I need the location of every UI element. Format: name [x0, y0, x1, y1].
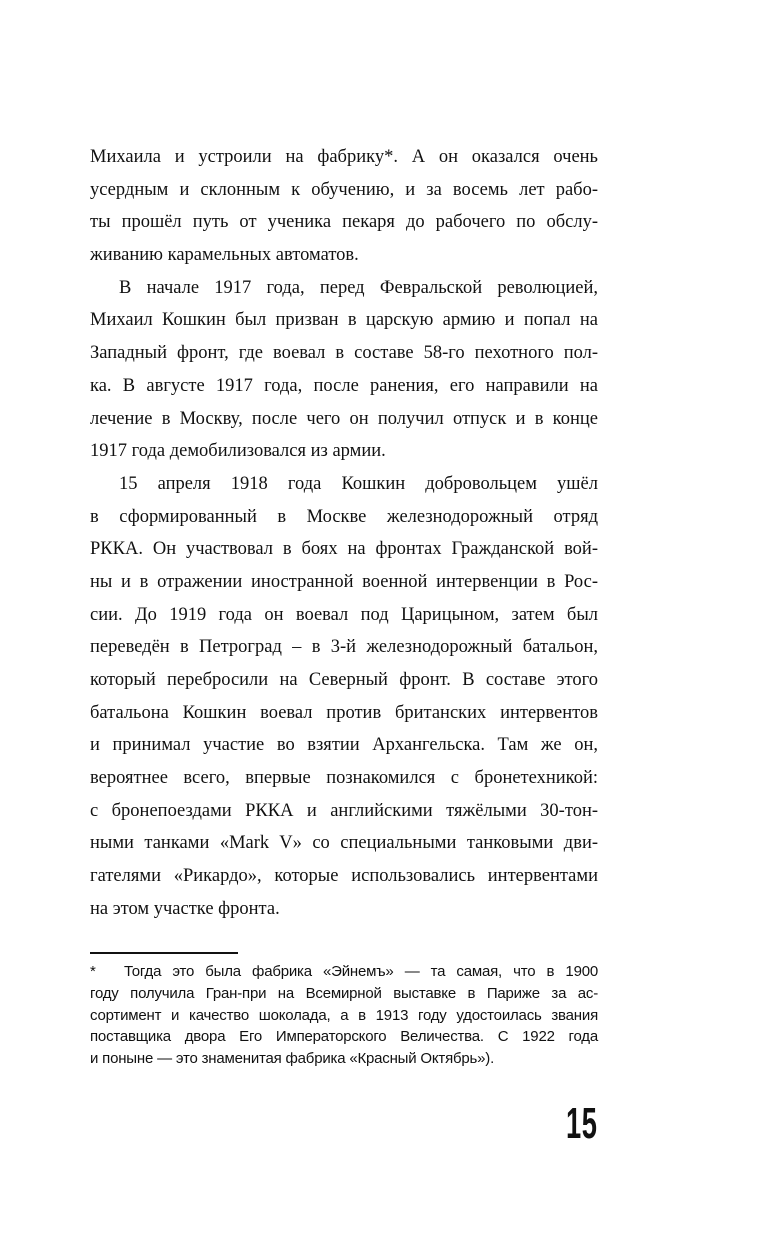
footnote-line: и поныне — это знаменитая фабрика «Красный Октябрь»). — [90, 1050, 495, 1068]
text-line: лечение в Москву, после чего он получил отпуск и в конце — [90, 408, 598, 429]
text-line: ны и в отражении иностранной военной интервенции в Рос- — [90, 571, 598, 592]
footnote-line: сортимент и качество шоколада, а в 1913 году удостоилась звания — [90, 1006, 598, 1024]
footnote — [90, 961, 598, 1070]
paragraph — [90, 468, 598, 926]
text-line: усердным и склонным к обучению, и за восемь лет рабо- — [90, 179, 598, 200]
text-line: сии. До 1919 года он воевал под Царицыном, затем был — [90, 604, 598, 625]
body-text — [90, 141, 598, 926]
footnote-marker: * — [90, 963, 96, 980]
text-line: с бронепоездами РККА и английскими тяжёлыми 30-тон- — [90, 800, 598, 821]
paragraph — [90, 141, 598, 272]
text-line: живанию карамельных автоматов. — [90, 245, 359, 266]
text-line: батальона Кошкин воевал против британских интервентов — [90, 702, 598, 723]
text-line: гателями «Рикардо», которые использовались интервентами — [90, 866, 598, 887]
text-line: Михаила и устроили на фабрику*. А он оказался очень — [90, 147, 598, 167]
footnote-divider — [90, 952, 238, 954]
text-line: Западный фронт, где воевал в составе 58-го пехотного пол- — [90, 343, 598, 364]
text-line: на этом участке фронта. — [90, 898, 280, 919]
text-line: переведён в Петроград – в 3-й железнодорожный батальон, — [90, 637, 598, 658]
text-line: ты прошёл путь от ученика пекаря до рабочего по обслу- — [90, 212, 598, 233]
text-line: в сформированный в Москве железнодорожный отряд — [90, 506, 598, 527]
page-number: 15 — [566, 1099, 598, 1148]
footnote-text: Тогда это была фабрика «Эйнемъ» — та самая, что в 1900 — [124, 963, 598, 980]
footnote-line: поставщика двора Его Императорского Величества. С 1922 года — [90, 1028, 598, 1046]
footnote-line: году получила Гран-при на Всемирной выставке в Париже за ас- — [90, 984, 598, 1002]
text-line: вероятнее всего, впервые познакомился с бронетехникой: — [90, 768, 598, 789]
text-line: РККА. Он участвовал в боях на фронтах Гражданской вой- — [90, 539, 598, 560]
text-line: который перебросили на Северный фронт. В составе этого — [90, 670, 598, 690]
text-line: Михаил Кошкин был призван в царскую армию и попал на — [90, 310, 598, 331]
text-line: ными танками «Mark V» со специальными танковыми дви- — [90, 833, 598, 854]
text-line: 15 апреля 1918 года Кошкин добровольцем ушёл — [119, 473, 598, 494]
footnote-line — [90, 961, 598, 983]
paragraph — [90, 272, 598, 468]
text-line: ка. В августе 1917 года, после ранения, его направили на — [90, 375, 598, 396]
text-line: В начале 1917 года, перед Февральской революцией, — [119, 277, 598, 298]
text-line: и принимал участие во взятии Архангельска. Там же он, — [90, 735, 598, 756]
text-line: 1917 года демобилизовался из армии. — [90, 441, 386, 462]
